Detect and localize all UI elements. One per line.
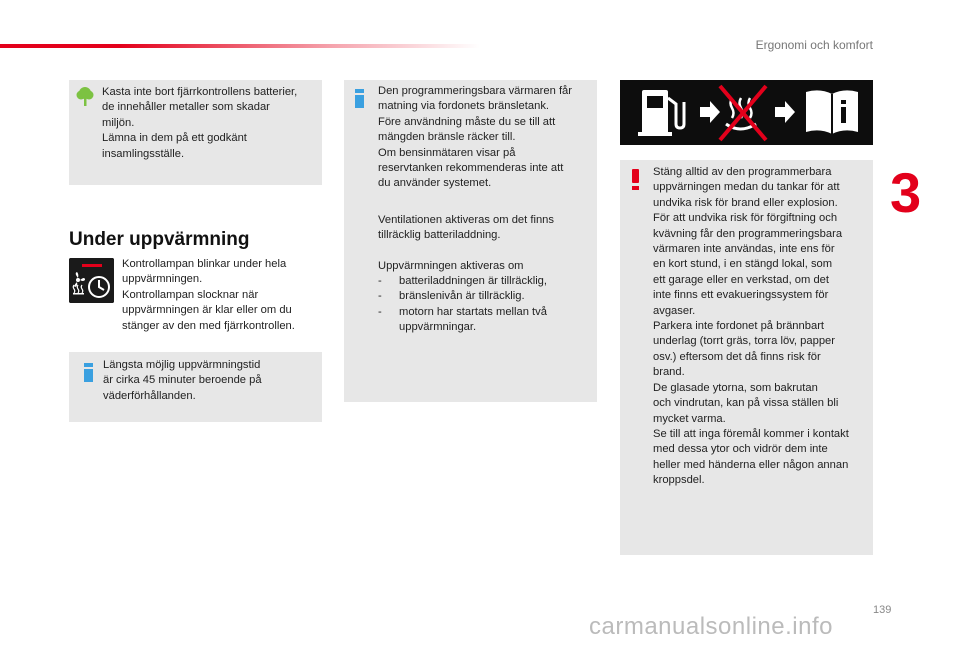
- text-line: Se till att inga föremål kommer i kontakt: [653, 427, 849, 440]
- warning-box: [620, 160, 873, 555]
- chapter-number: 3: [890, 161, 922, 224]
- text-line: mängden bränsle räcker till.: [378, 131, 516, 144]
- text-line: uppvärmningen.: [122, 273, 203, 286]
- text-line: du använder systemet.: [378, 177, 492, 190]
- text-line: Kontrollampan slocknar när: [122, 288, 259, 301]
- text-line: ett garage eller en verkstad, om det: [653, 273, 829, 286]
- text-line: miljön.: [102, 116, 135, 129]
- text-line: bränslenivån är tillräcklig.: [399, 290, 525, 303]
- duration-info-text: [103, 358, 262, 404]
- text-line: underlag (torrt gräs, torra löv, papper: [653, 335, 835, 348]
- info-icon: [355, 89, 364, 108]
- text-line: För att undvika risk för förgiftning och: [653, 212, 838, 225]
- environment-note-text: [102, 85, 297, 162]
- page-number: 139: [873, 604, 892, 616]
- text-line: uppvärmningar.: [399, 321, 477, 334]
- text-line: de innehåller metaller som skadar: [102, 101, 270, 114]
- text-line: kvävning får den programmeringsbara: [653, 227, 843, 240]
- text-line: uppvärmningen är klar eller om du: [122, 304, 292, 317]
- text-line: uppvärningen medan du tankar för att: [653, 181, 840, 194]
- text-line: värmaren inte användas, inte ens för: [653, 243, 835, 256]
- text-line: kroppsdel.: [653, 474, 705, 487]
- environment-note-box: [69, 80, 322, 185]
- text-line: Uppvärmningen aktiveras om: [378, 259, 524, 272]
- manual-book-icon: [806, 90, 858, 134]
- text-line: Parkera inte fordonet på brännbart: [653, 320, 825, 333]
- text-line: Längsta möjlig uppvärmningstid: [103, 359, 261, 371]
- text-line: Om bensinmätaren visar på: [378, 146, 516, 159]
- list-dash: -: [378, 275, 382, 288]
- list-dash: -: [378, 290, 382, 303]
- text-line: De glasade ytorna, som bakrutan: [653, 381, 818, 394]
- preheating-text: [122, 257, 295, 334]
- text-line: en kort stund, i en stängd lokal, som: [653, 258, 833, 271]
- warning-icon: [631, 169, 639, 190]
- list-item: [378, 289, 593, 304]
- header-accent-bar: [0, 44, 480, 48]
- text-line: avgaser.: [653, 304, 696, 317]
- fuel-graphic: [620, 80, 873, 145]
- fuel-info-text: [378, 84, 593, 336]
- fuel-info-box: [344, 80, 597, 402]
- duration-info-box: [69, 352, 322, 422]
- heater-timer-icon: [69, 258, 114, 303]
- text-line: Kasta inte bort fjärrkontrollens batterier,: [102, 86, 298, 98]
- text-line: Den programmeringsbara värmaren får: [378, 85, 572, 97]
- text-line: insamlingsställe.: [102, 147, 185, 160]
- text-line: Lämna in dem på ett godkänt: [102, 132, 247, 145]
- watermark-link[interactable]: carmanualsonline.info: [589, 613, 833, 640]
- section-heading: Under uppvärmning: [69, 229, 250, 250]
- text-line: undvika risk för brand eller explosion.: [653, 196, 838, 209]
- text-line: stänger av den med fjärrkontrollen.: [122, 319, 295, 332]
- warning-text: [653, 165, 871, 489]
- text-line: Kontrollampan blinkar under hela: [122, 258, 287, 270]
- text-line: Före användning måste du se till att: [378, 115, 556, 128]
- text-line: Ventilationen aktiveras om det finns: [378, 213, 554, 226]
- text-line: och vindrutan, kan på vissa ställen bli: [653, 397, 839, 410]
- text-line: brand.: [653, 366, 685, 379]
- text-line: med dessa ytor och vidrör dem inte: [653, 443, 828, 456]
- list-dash: -: [378, 305, 382, 318]
- info-icon: [84, 363, 93, 382]
- tree-icon: [76, 86, 94, 106]
- text-line: Stäng alltid av den programmerbara: [653, 166, 832, 178]
- section-title: Ergonomi och komfort: [755, 38, 873, 52]
- text-line: batteriladdningen är tillräcklig,: [399, 275, 548, 288]
- list-item: [378, 305, 593, 336]
- text-line: matning via fordonets bränsletank.: [378, 100, 550, 113]
- text-line: inte finns ett evakueringssystem för: [653, 289, 829, 302]
- text-line: osv.) eftersom det då finns risk för: [653, 350, 821, 363]
- text-line: tillräcklig batteriladdning.: [378, 229, 501, 242]
- text-line: heller med händerna eller någon annan: [653, 458, 849, 471]
- text-line: väderförhållanden.: [103, 389, 196, 402]
- list-item: [378, 274, 593, 289]
- text-line: motorn har startats mellan två: [399, 305, 547, 318]
- text-line: reservtanken rekommenderas inte att: [378, 162, 564, 175]
- text-line: mycket varma.: [653, 412, 726, 425]
- text-line: är cirka 45 minuter beroende på: [103, 374, 262, 387]
